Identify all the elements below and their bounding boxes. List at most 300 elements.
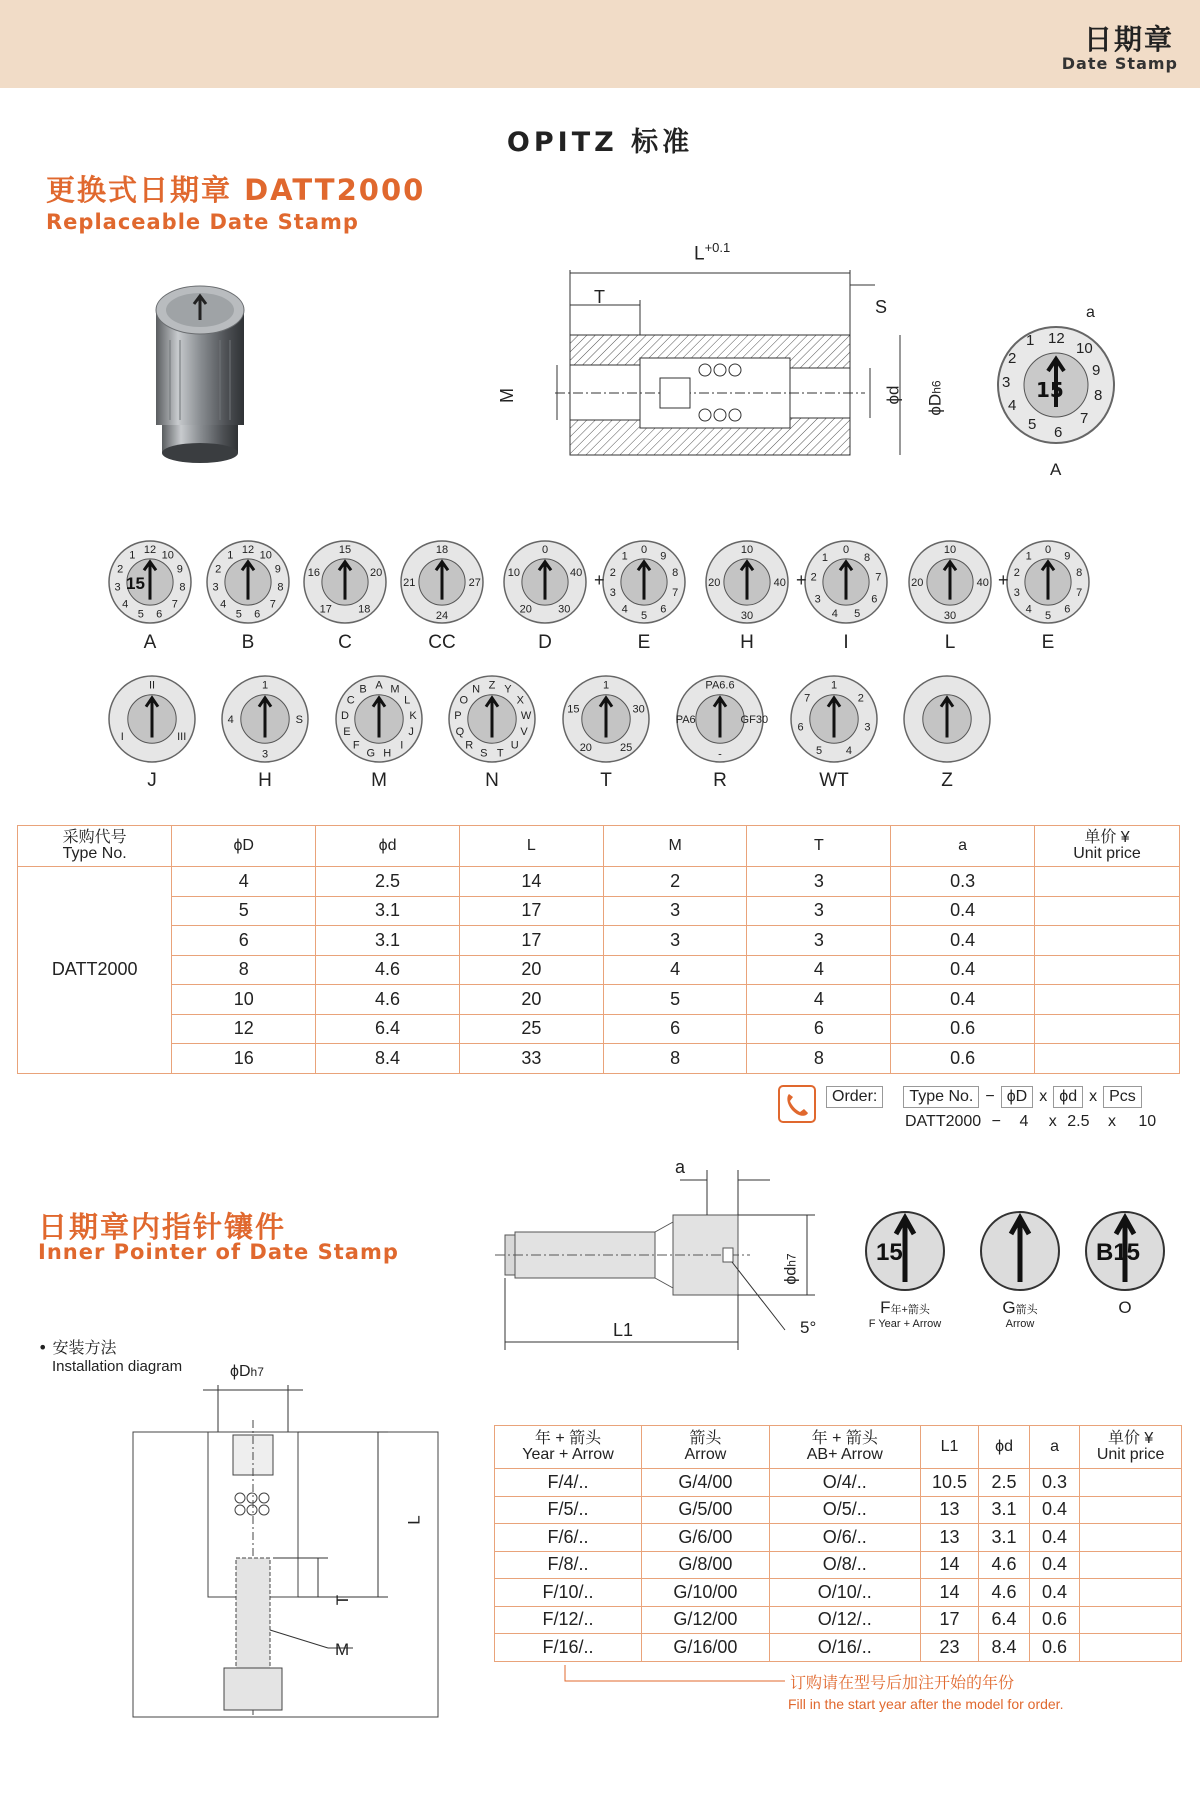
svg-text:7: 7: [875, 571, 882, 584]
svg-text:6: 6: [254, 608, 261, 621]
svg-text:E: E: [343, 726, 351, 739]
svg-text:2: 2: [609, 566, 616, 579]
svg-text:G: G: [366, 747, 376, 760]
svg-text:II: II: [148, 679, 156, 692]
table-cell: F/6/..: [495, 1524, 642, 1552]
svg-text:2: 2: [1008, 350, 1017, 367]
note-leader: [560, 1665, 790, 1687]
table-cell: 14: [459, 867, 603, 897]
svg-text:30: 30: [558, 603, 571, 616]
table-cell: 4.6: [316, 985, 460, 1015]
dial-label: A: [143, 632, 157, 653]
svg-text:40: 40: [570, 566, 583, 579]
svg-text:-: -: [718, 748, 722, 761]
svg-text:1: 1: [621, 550, 628, 563]
plus-sign: +: [998, 570, 1009, 590]
svg-text:10: 10: [1076, 340, 1093, 357]
svg-text:6: 6: [871, 593, 878, 606]
svg-text:4: 4: [122, 598, 129, 611]
svg-text:B: B: [359, 683, 367, 696]
price-cell: [1080, 1551, 1182, 1579]
price-cell: [1080, 1606, 1182, 1634]
table-cell: 3.1: [316, 896, 460, 926]
header-band: [0, 0, 1200, 88]
svg-text:4: 4: [831, 607, 838, 620]
svg-text:10: 10: [507, 566, 520, 579]
svg-text:3: 3: [261, 748, 269, 761]
svg-text:W: W: [520, 709, 532, 722]
pointer-variants: [850, 1210, 1190, 1340]
table-cell: 0.4: [1029, 1496, 1079, 1524]
svg-text:7: 7: [1076, 587, 1083, 600]
pointer-code: G箭头: [1002, 1298, 1038, 1317]
section1-title-cn: 更换式日期章 DATT2000: [46, 173, 426, 207]
svg-text:4: 4: [621, 603, 628, 616]
svg-text:9: 9: [660, 550, 667, 563]
svg-text:0: 0: [1044, 544, 1052, 557]
dial-label: T: [600, 770, 612, 791]
table-cell: G/16/00: [642, 1634, 770, 1662]
svg-text:5: 5: [137, 608, 144, 621]
table-row: [18, 1044, 1180, 1074]
table-cell: 3.1: [316, 926, 460, 956]
price-cell: [1035, 867, 1180, 897]
dial-label: D: [538, 632, 552, 653]
section2-title-en: Inner Pointer of Date Stamp: [38, 1240, 399, 1264]
svg-text:1: 1: [129, 549, 136, 562]
svg-text:8: 8: [1076, 566, 1083, 579]
price-cell: [1080, 1469, 1182, 1497]
svg-text:27: 27: [468, 577, 481, 589]
install-dim-L: L: [404, 1515, 424, 1525]
table-cell: 0.3: [891, 867, 1035, 897]
order-box-type: Type No.: [903, 1086, 979, 1108]
svg-text:3: 3: [864, 721, 871, 734]
svg-text:20: 20: [708, 577, 721, 589]
plus-sign: +: [594, 570, 605, 590]
table-cell: 10.5: [920, 1469, 979, 1497]
table-cell: 0.4: [891, 955, 1035, 985]
price-cell: [1080, 1496, 1182, 1524]
section1-title-en: Replaceable Date Stamp: [46, 210, 359, 234]
table-cell: 0.4: [891, 985, 1035, 1015]
svg-text:8: 8: [1094, 387, 1103, 404]
svg-text:8: 8: [179, 581, 186, 594]
table-cell: 20: [459, 985, 603, 1015]
dial-label: CC: [428, 632, 456, 653]
table-row: [495, 1606, 1182, 1634]
order-sep: x: [1089, 1088, 1098, 1105]
table-cell: 3.1: [979, 1524, 1029, 1552]
dim-phid-2: ϕdh7: [782, 1253, 800, 1285]
installation-diagram: [128, 1380, 448, 1720]
dim-a-2: a: [675, 1157, 686, 1177]
table-cell: 0.4: [891, 926, 1035, 956]
svg-text:1: 1: [227, 549, 234, 562]
table-cell: 4: [747, 985, 891, 1015]
pointer-caption: Arrow: [1005, 1318, 1035, 1330]
svg-text:5: 5: [854, 607, 861, 620]
dim-phid: ϕd: [883, 385, 903, 405]
table-cell: 4.6: [979, 1579, 1029, 1607]
svg-text:7: 7: [269, 598, 276, 611]
table-cell: O/6/..: [769, 1524, 920, 1552]
svg-text:18: 18: [435, 544, 449, 557]
svg-text:6: 6: [660, 603, 667, 616]
install-dim-phiD: ϕDh7: [230, 1363, 264, 1380]
table-cell: 8: [172, 955, 316, 985]
price-cell: [1035, 1014, 1180, 1044]
table2-header: 年 + 箭头 Year + Arrow: [495, 1426, 642, 1469]
type-no-cell: DATT2000: [18, 867, 172, 1074]
svg-text:H: H: [383, 747, 392, 760]
angle-5deg: 5°: [800, 1318, 817, 1337]
table-cell: 14: [920, 1579, 979, 1607]
svg-text:F: F: [352, 739, 360, 752]
table-cell: 0.4: [1029, 1551, 1079, 1579]
price-cell: [1080, 1634, 1182, 1662]
svg-text:12: 12: [1048, 330, 1065, 347]
table-row: [495, 1634, 1182, 1662]
table-cell: F/4/..: [495, 1469, 642, 1497]
section2-title-cn: 日期章内指针镶件: [38, 1210, 287, 1244]
table-cell: 16: [172, 1044, 316, 1074]
dial-label: J: [147, 770, 157, 791]
table2-header: a: [1029, 1426, 1079, 1469]
order-box-pcs: Pcs: [1103, 1086, 1142, 1108]
dial-label: B: [241, 632, 255, 653]
pointer-code: O: [1118, 1298, 1132, 1317]
table-cell: 5: [603, 985, 747, 1015]
svg-text:N: N: [472, 683, 481, 696]
table2-header: ϕd: [979, 1426, 1029, 1469]
dial-label: R: [713, 770, 727, 791]
dial-m: [335, 675, 423, 791]
table-cell: 0.6: [1029, 1634, 1079, 1662]
table-cell: 0.4: [1029, 1524, 1079, 1552]
svg-text:1: 1: [1026, 332, 1035, 349]
dial-j: [108, 675, 196, 791]
table-cell: O/8/..: [769, 1551, 920, 1579]
svg-text:3: 3: [114, 581, 121, 594]
svg-text:K: K: [409, 709, 417, 722]
svg-text:Y: Y: [504, 683, 512, 696]
table-cell: G/10/00: [642, 1579, 770, 1607]
table2-header: 单价 ¥ Unit price: [1080, 1426, 1182, 1469]
table-cell: F/5/..: [495, 1496, 642, 1524]
svg-text:0: 0: [541, 544, 549, 557]
table-cell: 25: [459, 1014, 603, 1044]
svg-text:2: 2: [1013, 566, 1020, 579]
table-cell: 33: [459, 1044, 603, 1074]
pointer-g: [965, 1210, 1075, 1330]
svg-text:10: 10: [259, 549, 272, 562]
svg-text:12: 12: [241, 544, 255, 557]
svg-text:2: 2: [857, 692, 864, 705]
table-cell: 17: [459, 926, 603, 956]
dial-d: [503, 540, 587, 653]
standard-title: OPITZ 标准: [506, 127, 694, 158]
table-cell: 6: [172, 926, 316, 956]
table-cell: 6.4: [316, 1014, 460, 1044]
svg-text:21: 21: [403, 577, 416, 589]
table-cell: 4: [747, 955, 891, 985]
table-cell: 2.5: [979, 1469, 1029, 1497]
svg-text:2: 2: [215, 563, 222, 576]
svg-text:PA6: PA6: [675, 714, 696, 726]
pointer-code: F年+箭头: [880, 1298, 930, 1317]
svg-text:7: 7: [171, 598, 178, 611]
order-format: [826, 1086, 1142, 1108]
svg-text:15: 15: [567, 703, 580, 716]
svg-text:0: 0: [640, 544, 648, 557]
svg-text:PA6.6: PA6.6: [705, 679, 735, 692]
svg-text:L: L: [404, 694, 411, 707]
table-cell: 8: [603, 1044, 747, 1074]
svg-text:15: 15: [338, 544, 352, 557]
dial-n: [448, 675, 536, 791]
dim-M: M: [497, 388, 517, 403]
table-cell: G/8/00: [642, 1551, 770, 1579]
table-cell: 10: [172, 985, 316, 1015]
table-cell: 8.4: [316, 1044, 460, 1074]
price-cell: [1035, 926, 1180, 956]
svg-text:3: 3: [212, 581, 219, 594]
svg-text:D: D: [340, 709, 349, 722]
table-cell: G/6/00: [642, 1524, 770, 1552]
svg-text:5: 5: [1028, 416, 1037, 433]
dial-t: [562, 675, 650, 791]
svg-text:4: 4: [1008, 397, 1017, 414]
svg-text:9: 9: [274, 563, 281, 576]
svg-text:6: 6: [1054, 424, 1063, 441]
table-cell: O/16/..: [769, 1634, 920, 1662]
price-cell: [1080, 1524, 1182, 1552]
svg-text:I: I: [120, 731, 124, 744]
price-cell: [1035, 896, 1180, 926]
dial-h: [221, 675, 309, 791]
price-cell: [1035, 1044, 1180, 1074]
table-cell: 17: [920, 1606, 979, 1634]
dial-e: [602, 540, 686, 653]
price-cell: [1080, 1579, 1182, 1607]
table-cell: 2: [603, 867, 747, 897]
table-row: [495, 1579, 1182, 1607]
dial-l: [908, 540, 992, 653]
svg-text:5: 5: [1044, 609, 1052, 622]
dial-label: N: [485, 770, 499, 791]
table-row: [18, 926, 1180, 956]
table-cell: 5: [172, 896, 316, 926]
table-row: [18, 1014, 1180, 1044]
svg-text:4: 4: [220, 598, 227, 611]
table-cell: 0.4: [891, 896, 1035, 926]
table-row: [18, 896, 1180, 926]
svg-text:GF30: GF30: [740, 714, 769, 726]
order-label: Order:: [826, 1086, 883, 1108]
table1-header: T: [747, 826, 891, 867]
dial-wt: [790, 675, 878, 791]
svg-text:3: 3: [814, 593, 821, 606]
svg-text:17: 17: [319, 603, 332, 616]
svg-text:0: 0: [842, 544, 850, 557]
pointer-caption: F Year + Arrow: [868, 1318, 942, 1330]
dial-label: E: [1041, 632, 1055, 653]
table-cell: 12: [172, 1014, 316, 1044]
order-box-phiD: ϕD: [1001, 1086, 1034, 1108]
dial-e: [1006, 540, 1090, 653]
svg-text:V: V: [520, 726, 528, 739]
svg-text:7: 7: [1080, 410, 1089, 427]
table-row: [495, 1524, 1182, 1552]
svg-text:10: 10: [740, 544, 754, 557]
install-dim-M: M: [335, 1640, 350, 1659]
dial-a: [108, 540, 192, 653]
svg-text:30: 30: [632, 703, 645, 716]
dial-label-a: A: [1050, 460, 1062, 479]
dial-h: [705, 540, 789, 653]
dial-label: L: [944, 632, 956, 653]
svg-text:7: 7: [672, 587, 679, 600]
table-cell: 3: [603, 896, 747, 926]
table-cell: 8.4: [979, 1634, 1029, 1662]
dial-a-large: [996, 325, 1116, 445]
svg-text:15: 15: [1036, 378, 1064, 402]
table-cell: 4: [603, 955, 747, 985]
dial-label: M: [371, 770, 387, 791]
table-cell: 3: [747, 867, 891, 897]
dial-z: [903, 675, 991, 791]
table-cell: F/16/..: [495, 1634, 642, 1662]
dial-row-2: [100, 675, 1100, 795]
svg-text:Z: Z: [488, 679, 496, 692]
svg-text:1: 1: [602, 679, 610, 692]
table2-header: L1: [920, 1426, 979, 1469]
svg-text:15: 15: [126, 574, 145, 593]
note-cn: 订购请在型号后加注开始的年份: [790, 1673, 1015, 1692]
table-cell: 0.3: [1029, 1469, 1079, 1497]
pointer-o: [1070, 1210, 1180, 1318]
table-cell: O/5/..: [769, 1496, 920, 1524]
svg-text:6: 6: [797, 721, 804, 734]
svg-text:8: 8: [672, 566, 679, 579]
table2-header: 年 + 箭头 AB+ Arrow: [769, 1426, 920, 1469]
table-cell: O/10/..: [769, 1579, 920, 1607]
order-box-phid: ϕd: [1053, 1086, 1083, 1108]
table-cell: 0.6: [891, 1044, 1035, 1074]
table-cell: 3: [747, 896, 891, 926]
plus-sign: +: [796, 570, 807, 590]
svg-text:15: 15: [876, 1239, 903, 1266]
header-title-cn: 日期章: [1083, 23, 1174, 56]
table-cell: 3: [747, 926, 891, 956]
table-cell: 2.5: [316, 867, 460, 897]
svg-text:Q: Q: [455, 726, 465, 739]
table-row: [18, 955, 1180, 985]
dial-label: WT: [819, 770, 849, 791]
table-cell: 3: [603, 926, 747, 956]
svg-text:5: 5: [640, 609, 648, 622]
dial-label: Z: [941, 770, 953, 791]
svg-text:12: 12: [143, 544, 157, 557]
table-cell: 13: [920, 1496, 979, 1524]
svg-text:20: 20: [911, 577, 924, 589]
svg-text:X: X: [516, 694, 524, 707]
svg-text:10: 10: [943, 544, 957, 557]
table-cell: O/12/..: [769, 1606, 920, 1634]
table-cell: 0.6: [1029, 1606, 1079, 1634]
table-row: [18, 985, 1180, 1015]
table-cell: 4.6: [316, 955, 460, 985]
spec-table-2: [494, 1425, 1182, 1662]
svg-text:2: 2: [810, 571, 817, 584]
table-cell: 20: [459, 955, 603, 985]
svg-text:16: 16: [307, 566, 320, 579]
table-cell: 0.6: [891, 1014, 1035, 1044]
svg-text:R: R: [465, 739, 474, 752]
table-cell: 8: [747, 1044, 891, 1074]
svg-text:1: 1: [821, 551, 829, 564]
table1-header: 单价 ¥ Unit price: [1035, 826, 1180, 867]
svg-text:M: M: [390, 683, 400, 696]
svg-text:3: 3: [609, 587, 616, 600]
dial-label: I: [843, 632, 849, 653]
table-cell: 6: [603, 1014, 747, 1044]
note-en: Fill in the start year after the model for order.: [788, 1696, 1064, 1712]
dial-b: [206, 540, 290, 653]
table-cell: G/4/00: [642, 1469, 770, 1497]
svg-text:5: 5: [235, 608, 242, 621]
table-cell: 3.1: [979, 1496, 1029, 1524]
svg-text:18: 18: [358, 603, 371, 616]
table-cell: 13: [920, 1524, 979, 1552]
dial-label: C: [338, 632, 352, 653]
svg-text:2: 2: [117, 563, 124, 576]
table1-header: M: [603, 826, 747, 867]
svg-text:10: 10: [161, 549, 174, 562]
price-cell: [1035, 955, 1180, 985]
svg-text:3: 3: [1013, 587, 1020, 600]
phone-icon: [778, 1085, 816, 1123]
order-sep: x: [1039, 1088, 1048, 1105]
table-cell: 23: [920, 1634, 979, 1662]
svg-text:24: 24: [435, 609, 449, 622]
svg-text:1: 1: [1025, 550, 1032, 563]
table1-header: ϕd: [316, 826, 460, 867]
install-dim-T: T: [333, 1594, 353, 1606]
pointer-f: [850, 1210, 960, 1330]
dim-phiD: ϕDh6: [925, 380, 945, 416]
table-cell: F/10/..: [495, 1579, 642, 1607]
header-title-en: Date Stamp: [1061, 54, 1178, 73]
dim-S: S: [875, 297, 888, 317]
svg-text:40: 40: [976, 577, 989, 589]
svg-text:4: 4: [1025, 603, 1032, 616]
dial-i: [804, 540, 888, 653]
dial-dim-a: a: [1086, 304, 1095, 321]
table-cell: G/12/00: [642, 1606, 770, 1634]
table-row: [495, 1469, 1182, 1497]
order-sep: −: [985, 1088, 995, 1105]
table2-header: 箭头 Arrow: [642, 1426, 770, 1469]
table-cell: 0.4: [1029, 1579, 1079, 1607]
svg-text:20: 20: [370, 566, 383, 579]
dim-L: $L^{+0.1}$: [694, 240, 731, 265]
install-title-en: Installation diagram: [52, 1358, 183, 1375]
svg-text:1: 1: [830, 679, 838, 692]
svg-text:3: 3: [1002, 374, 1011, 391]
svg-text:40: 40: [773, 577, 786, 589]
